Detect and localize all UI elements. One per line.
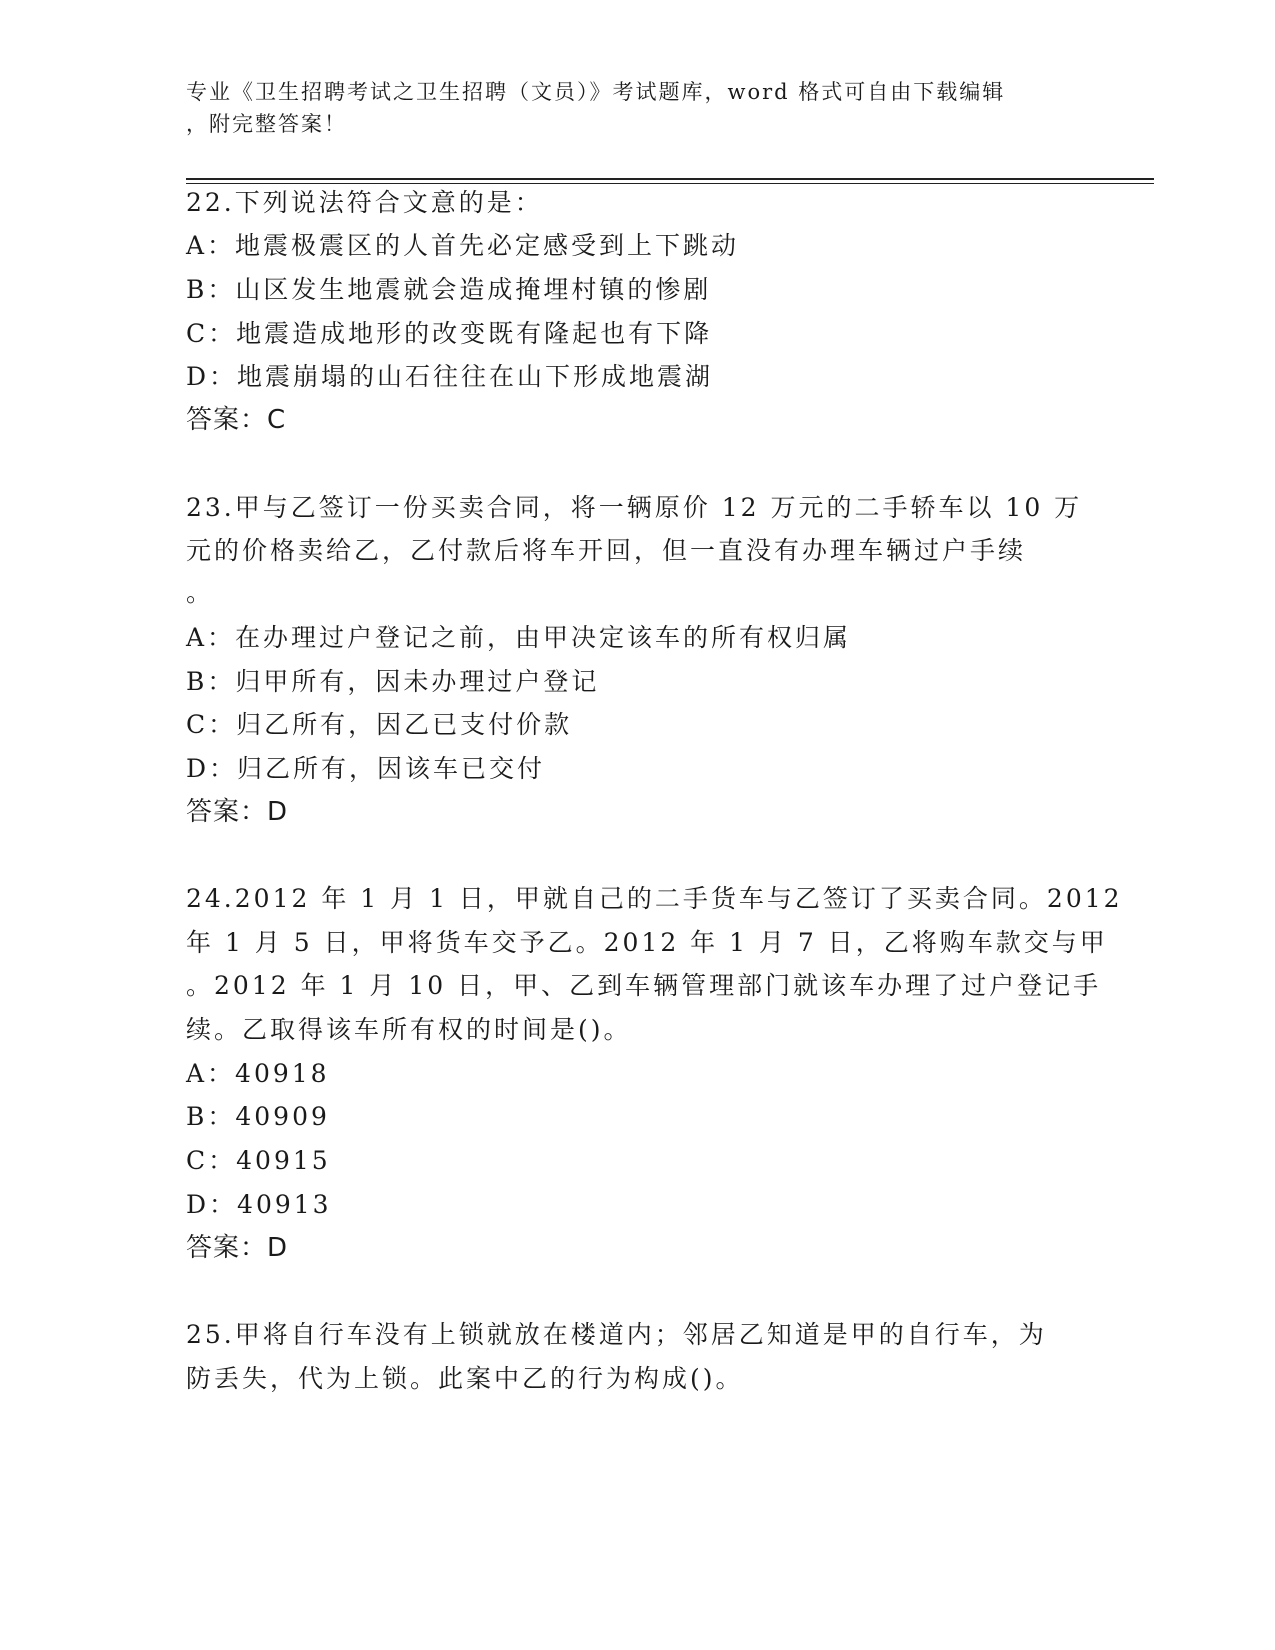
question-24-stem-line-4: 续。乙取得该车所有权的时间是()。 bbox=[186, 1015, 632, 1044]
question-24-option-d: D：40913 bbox=[186, 1190, 332, 1219]
question-24-stem-line-2: 年 1 月 5 日，甲将货车交予乙。2012 年 1 月 7 日，乙将购车款交与甲 bbox=[186, 928, 1108, 957]
question-23-stem-line-2: 元的价格卖给乙，乙付款后将车开回，但一直没有办理车辆过户手续 bbox=[186, 536, 1027, 565]
question-23-answer: 答案：D bbox=[186, 797, 289, 827]
question-22-option-a: A：地震极震区的人首先必定感受到上下跳动 bbox=[186, 231, 740, 260]
question-22-option-b: B：山区发生地震就会造成掩埋村镇的惨剧 bbox=[186, 275, 712, 304]
question-23-stem-line-3: 。 bbox=[186, 578, 215, 607]
question-24-option-c: C：40915 bbox=[186, 1146, 331, 1175]
question-22-stem: 22.下列说法符合文意的是： bbox=[186, 188, 543, 217]
question-23-option-c: C：归乙所有，因乙已支付价款 bbox=[186, 710, 573, 739]
question-25-stem-line-1: 25.甲将自行车没有上锁就放在楼道内；邻居乙知道是甲的自行车，为 bbox=[186, 1320, 1047, 1349]
header-divider-bottom bbox=[186, 183, 1154, 184]
question-23-stem-line-1: 23.甲与乙签订一份买卖合同，将一辆原价 12 万元的二手轿车以 10 万 bbox=[186, 493, 1083, 522]
header-line-2: ，附完整答案！ bbox=[186, 112, 347, 136]
question-24-answer: 答案：D bbox=[186, 1233, 289, 1263]
header-divider-top bbox=[186, 178, 1154, 180]
question-24-option-a: A：40918 bbox=[186, 1059, 330, 1088]
question-23-option-a: A：在办理过户登记之前，由甲决定该车的所有权归属 bbox=[186, 623, 852, 652]
question-24-stem-line-3: 。2012 年 1 月 10 日，甲、乙到车辆管理部门就该车办理了过户登记手 bbox=[186, 971, 1102, 1000]
question-24-stem-line-1: 24.2012 年 1 月 1 日，甲就自己的二手货车与乙签订了买卖合同。2012 bbox=[186, 884, 1123, 913]
question-23-option-b: B：归甲所有，因未办理过户登记 bbox=[186, 667, 600, 696]
header-line-1: 专业《卫生招聘考试之卫生招聘（文员）》考试题库，word 格式可自由下载编辑 bbox=[186, 80, 1006, 104]
document-header bbox=[186, 76, 1066, 140]
question-23-option-d: D：归乙所有，因该车已交付 bbox=[186, 754, 546, 783]
question-22-option-d: D：地震崩塌的山石往往在山下形成地震湖 bbox=[186, 362, 714, 391]
question-22-answer: 答案：C bbox=[186, 405, 287, 435]
question-25-stem-line-2: 防丢失，代为上锁。此案中乙的行为构成()。 bbox=[186, 1364, 744, 1393]
question-22-option-c: C：地震造成地形的改变既有隆起也有下降 bbox=[186, 319, 713, 348]
question-24-option-b: B：40909 bbox=[186, 1102, 330, 1131]
